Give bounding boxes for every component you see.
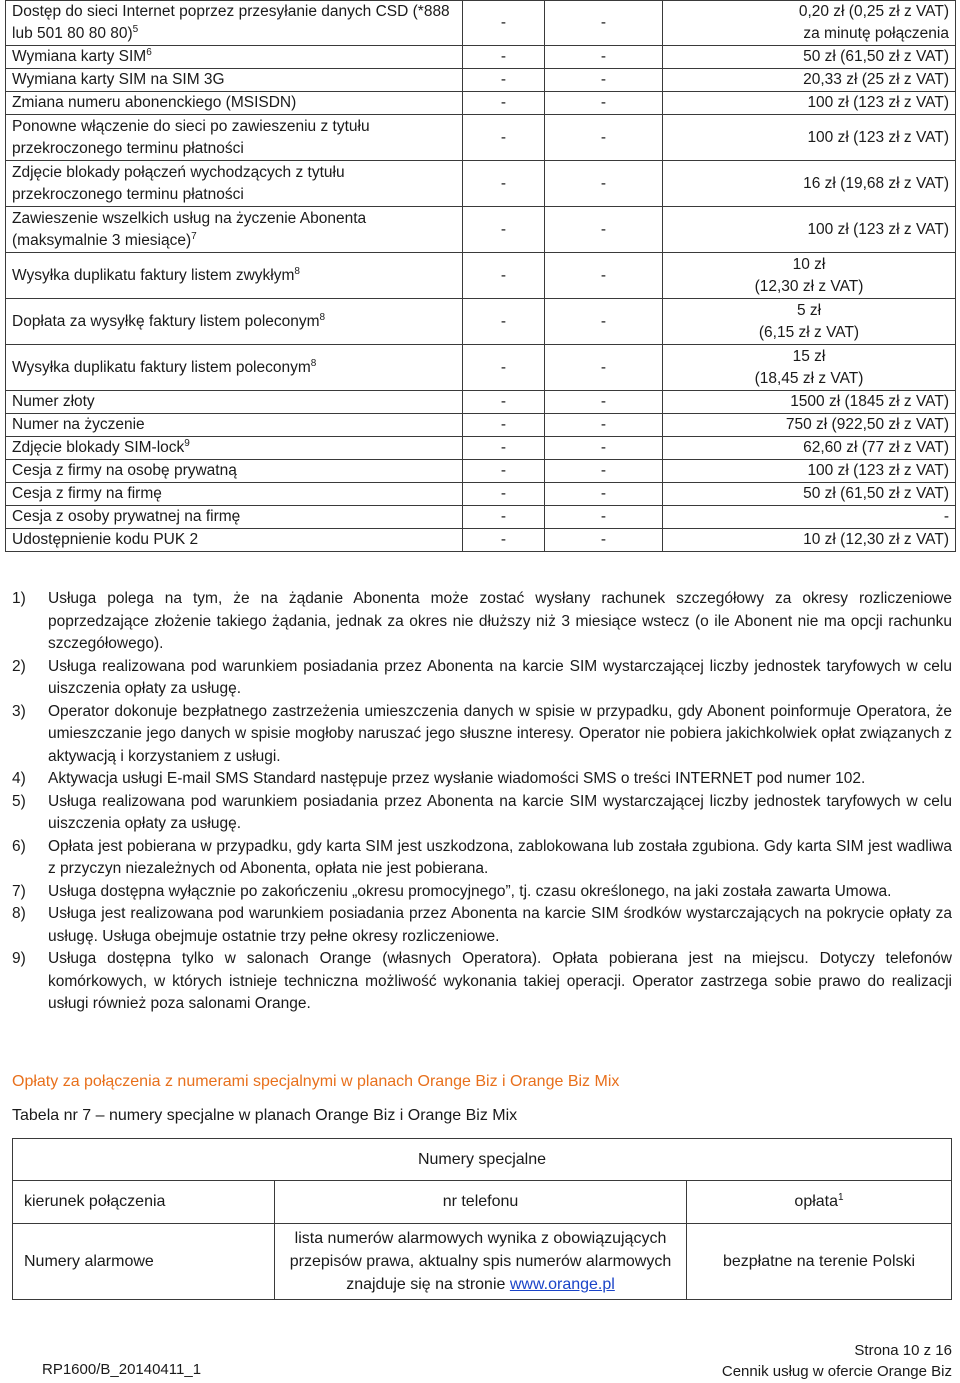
table-row [6, 483, 956, 506]
row-label-emergency: Numery alarmowe [13, 1224, 275, 1300]
service-name: Udostępnienie kodu PUK 2 [12, 531, 199, 548]
table-row [6, 161, 956, 207]
service-name: Zdjęcie blokady połączeń wychodzących z tytułu przekroczonego terminu płatności [12, 163, 345, 203]
section-title: Opłaty za połączenia z numerami specjalnymi w planach Orange Biz i Orange Biz Mix [12, 1073, 620, 1090]
service-name: Zawieszenie wszelkich usług na życzenie Abonenta (maksymalnie 3 miesiące) [12, 209, 367, 249]
footnote-item [12, 881, 952, 904]
service-name-cell [6, 460, 463, 483]
footnote-ref: 8 [310, 357, 317, 369]
price-cell [663, 483, 956, 506]
price-cell [663, 1, 956, 46]
table-row [6, 506, 956, 529]
column-2-cell: - [463, 529, 545, 552]
footnote-item [12, 836, 952, 881]
special-numbers-table [12, 1138, 952, 1300]
service-name: Zdjęcie blokady SIM-lock [12, 439, 185, 456]
price-note: (18,45 zł z VAT) [754, 369, 864, 387]
footnote-text: Usługa realizowana pod warunkiem posiadania przez Abonenta na karcie SIM wystarczającej liczby jednostek taryfowych w celu uiszczenia opłaty za usługę. [48, 657, 952, 697]
price: 100 zł (123 zł z VAT) [807, 220, 949, 238]
page-number: Strona 10 z 16 [854, 1342, 952, 1359]
price-cell [663, 460, 956, 483]
column-3-cell: - [545, 414, 663, 437]
footnote-text: Usługa jest realizowana pod warunkiem posiadania przez Abonenta na karcie SIM środków wystarczających na pokrycie opłaty za usługę. Usługa obejmuje ostatnie trzy pełne okresy rozliczeniowe. [48, 905, 952, 945]
column-2-cell: - [463, 92, 545, 115]
table-row [6, 46, 956, 69]
footnote-text: Aktywacja usługi E-mail SMS Standard następuje przez wysłanie wiadomości SMS o treści INTERNET pod numer 102. [48, 770, 866, 787]
footnote-ref: 8 [319, 311, 326, 323]
service-name: Cesja z osoby prywatnej na firmę [12, 508, 241, 525]
table-row [6, 115, 956, 161]
footnote-text: Usługa dostępna wyłącznie po zakończeniu „okresu promocyjnego”, tj. czasu określonego, na jaki została zawarta Umowa. [48, 882, 892, 900]
column-3-cell: - [545, 460, 663, 483]
service-name-cell [6, 69, 463, 92]
footer-right [722, 1340, 952, 1382]
price-cell [663, 115, 956, 161]
service-name-cell [6, 92, 463, 115]
table-row [6, 414, 956, 437]
column-3-cell: - [545, 1, 663, 46]
price: 100 zł (123 zł z VAT) [807, 462, 949, 479]
footnote-number: 9) [12, 950, 26, 967]
footnote-item [12, 903, 952, 948]
service-name-cell [6, 299, 463, 345]
price: 100 zł (123 zł z VAT) [807, 94, 949, 111]
footnote-ref: 9 [184, 438, 190, 449]
service-name: Numer złoty [12, 393, 95, 410]
emergency-fee: bezpłatne na terenie Polski [687, 1224, 952, 1300]
service-name: Dostęp do sieci Internet poprzez przesyłanie danych CSD (*888 lub 501 80 80 80) [12, 3, 450, 42]
price-cell [663, 437, 956, 460]
price: 100 zł (123 zł z VAT) [807, 128, 949, 146]
column-3-cell: - [545, 437, 663, 460]
column-3-cell: - [545, 161, 663, 207]
service-name-cell [6, 46, 463, 69]
emergency-info-text: lista numerów alarmowych wynika z obowiązujących przepisów prawa, aktualny spis numerów alarmowych znajduje się na stronie [289, 1230, 672, 1293]
document-code: RP1600/B_20140411_1 [42, 1361, 202, 1378]
table-row [6, 1, 956, 46]
special-numbers-header: Numery specjalne [13, 1139, 952, 1181]
service-name-cell [6, 483, 463, 506]
table-row [6, 391, 956, 414]
price-cell [663, 391, 956, 414]
column-3-cell: - [545, 92, 663, 115]
column-2-cell: - [463, 115, 545, 161]
column-2-cell: - [463, 460, 545, 483]
column-3-cell: - [545, 299, 663, 345]
service-name: Zmiana numeru abonenckiego (MSISDN) [12, 94, 297, 111]
service-name-cell [6, 345, 463, 391]
price-cell [663, 414, 956, 437]
price: 10 zł [792, 255, 826, 273]
price: 15 zł [792, 347, 826, 365]
footnote-item [12, 588, 952, 656]
service-name-cell [6, 391, 463, 414]
column-header-fee [687, 1181, 952, 1224]
price-cell [663, 506, 956, 529]
emergency-numbers-info [275, 1224, 687, 1300]
footnote-text: Usługa dostępna tylko w salonach Orange (własnych Operatora). Opłata pobierana jest na miejscu. Dotyczy telefonów komórkowych, w których istnieje techniczna możliwość wykonania takiej operacji. Operator zastrzega sobie prawo do realizacji usługi również poza salonami Orange. [48, 950, 952, 1012]
table-row [6, 460, 956, 483]
table-row [6, 253, 956, 299]
column-3-cell: - [545, 529, 663, 552]
document-title: Cennik usług w ofercie Orange Biz [721, 1363, 952, 1380]
service-name-cell [6, 414, 463, 437]
footnote-number: 6) [12, 837, 26, 855]
price-cell [663, 529, 956, 552]
footnotes-list [12, 588, 952, 1016]
table-row [6, 92, 956, 115]
column-3-cell: - [545, 207, 663, 253]
service-name-cell [6, 207, 463, 253]
column-3-cell: - [545, 46, 663, 69]
service-name-cell [6, 161, 463, 207]
service-name-cell [6, 529, 463, 552]
column-2-cell: - [463, 345, 545, 391]
price: 20,33 zł (25 zł z VAT) [803, 71, 949, 88]
column-2-cell: - [463, 161, 545, 207]
footnote-number: 8) [12, 905, 26, 922]
footnote-item [12, 948, 952, 1016]
column-3-cell: - [545, 253, 663, 299]
table-caption: Tabela nr 7 – numery specjalne w planach Orange Biz i Orange Biz Mix [12, 1107, 518, 1124]
service-name-cell [6, 253, 463, 299]
service-name: Wymiana karty SIM na SIM 3G [12, 71, 225, 88]
footnote-number: 2) [12, 657, 26, 675]
column-2-cell: - [463, 414, 545, 437]
footnote-ref: 5 [132, 24, 139, 35]
price-cell [663, 299, 956, 345]
price-note: (12,30 zł z VAT) [754, 277, 864, 295]
footnote-text: Usługa realizowana pod warunkiem posiadania przez Abonenta na karcie SIM wystarczającej liczby jednostek taryfowych w celu uiszczenia opłaty za usługę. [48, 792, 952, 832]
price-cell [663, 161, 956, 207]
price-cell [663, 207, 956, 253]
price: 50 zł (61,50 zł z VAT) [803, 48, 949, 65]
footnote-item [12, 768, 952, 791]
price: 5 zł [796, 301, 822, 319]
column-2-cell: - [463, 253, 545, 299]
table-row [6, 69, 956, 92]
column-2-cell: - [463, 391, 545, 414]
column-2-cell: - [463, 299, 545, 345]
price: 10 zł (12,30 zł z VAT) [803, 531, 949, 548]
table-row [6, 529, 956, 552]
footnote-number: 5) [12, 792, 26, 810]
price-cell [663, 345, 956, 391]
price-note: (6,15 zł z VAT) [758, 323, 860, 341]
column-2-cell: - [463, 437, 545, 460]
service-name-cell [6, 437, 463, 460]
price: - [943, 508, 949, 525]
price-cell [663, 253, 956, 299]
footnote-number: 3) [12, 702, 26, 720]
service-name-cell [6, 506, 463, 529]
table-row [6, 345, 956, 391]
footnote-text: Opłata jest pobierana w przypadku, gdy karta SIM jest uszkodzona, zablokowana lub została zgubiona. Gdy karta SIM jest wadliwa z przyczyn niezależnych od Abonenta, opłata nie jest pobierana. [48, 837, 952, 877]
price: 0,20 zł (0,25 zł z VAT) [798, 3, 949, 20]
footnote-item [12, 791, 952, 836]
column-2-cell: - [463, 506, 545, 529]
service-name: Dopłata za wysyłkę faktury listem poleconym [12, 312, 320, 330]
column-3-cell: - [545, 115, 663, 161]
price: 750 zł (922,50 zł z VAT) [785, 416, 949, 433]
service-name: Cesja z firmy na firmę [12, 485, 162, 502]
footnote-number: 7) [12, 882, 26, 900]
orange-website-link[interactable]: www.orange.pl [509, 1276, 615, 1293]
price-cell [663, 46, 956, 69]
column-3-cell: - [545, 483, 663, 506]
price: 1500 zł (1845 zł z VAT) [790, 393, 949, 410]
footnote-ref: 6 [146, 47, 152, 58]
column-2-cell: - [463, 69, 545, 92]
service-name: Numer na życzenie [12, 416, 145, 433]
price: 16 zł (19,68 zł z VAT) [803, 174, 949, 192]
service-name: Cesja z firmy na osobę prywatną [12, 462, 237, 479]
price: 62,60 zł (77 zł z VAT) [803, 439, 949, 456]
footnote-number: 1) [12, 590, 26, 607]
column-3-cell: - [545, 69, 663, 92]
footnote-ref: 8 [294, 265, 300, 277]
service-name: Wymiana karty SIM [12, 48, 147, 65]
column-2-cell: - [463, 207, 545, 253]
column-2-cell: - [463, 1, 545, 46]
column-3-cell: - [545, 391, 663, 414]
column-2-cell: - [463, 46, 545, 69]
table-row [6, 437, 956, 460]
price-note: za minutę połączenia [803, 25, 949, 42]
footnote-text: Operator dokonuje bezpłatnego zastrzeżenia umieszczenia danych w spisie w przypadku, gdy Abonent poinformuje Operatora, że umieszczanie jego danych w spisie mogłoby naruszać jego słuszne interesy. Operator nie pobiera jakichkolwiek opłat związanych z aktywacją i korzystaniem z usługi. [48, 702, 952, 765]
column-3-cell: - [545, 345, 663, 391]
footnote-ref: 1 [838, 1192, 844, 1203]
service-name-cell [6, 115, 463, 161]
service-name-cell [6, 1, 463, 46]
table-row [6, 299, 956, 345]
price-cell [663, 69, 956, 92]
footnote-item [12, 656, 952, 701]
table-row [6, 207, 956, 253]
footnote-item [12, 701, 952, 769]
price: 50 zł (61,50 zł z VAT) [803, 485, 949, 502]
price-cell [663, 92, 956, 115]
fee-header-label: opłata [794, 1193, 839, 1210]
footnote-text: Usługa polega na tym, że na żądanie Abonenta może zostać wysłany rachunek szczegółowy za okresy rozliczeniowe poprzedzające złożenie takiego żądania, jednak za okres nie dłuższy niż 3 miesiące wstecz (o ile Abonent nie ma opcji rachunku szczegółowego). [48, 590, 952, 652]
footnote-ref: 7 [191, 230, 197, 242]
footnote-number: 4) [12, 770, 26, 787]
service-name: Wysyłka duplikatu faktury listem zwykłym [12, 266, 295, 284]
column-header-direction: kierunek połączenia [13, 1181, 275, 1224]
column-header-number: nr telefonu [275, 1181, 687, 1224]
column-3-cell: - [545, 506, 663, 529]
service-name: Wysyłka duplikatu faktury listem poleconym [12, 358, 311, 376]
fees-table [5, 0, 956, 552]
service-name: Ponowne włączenie do sieci po zawieszeniu z tytułu przekroczonego terminu płatności [12, 117, 370, 157]
column-2-cell: - [463, 483, 545, 506]
